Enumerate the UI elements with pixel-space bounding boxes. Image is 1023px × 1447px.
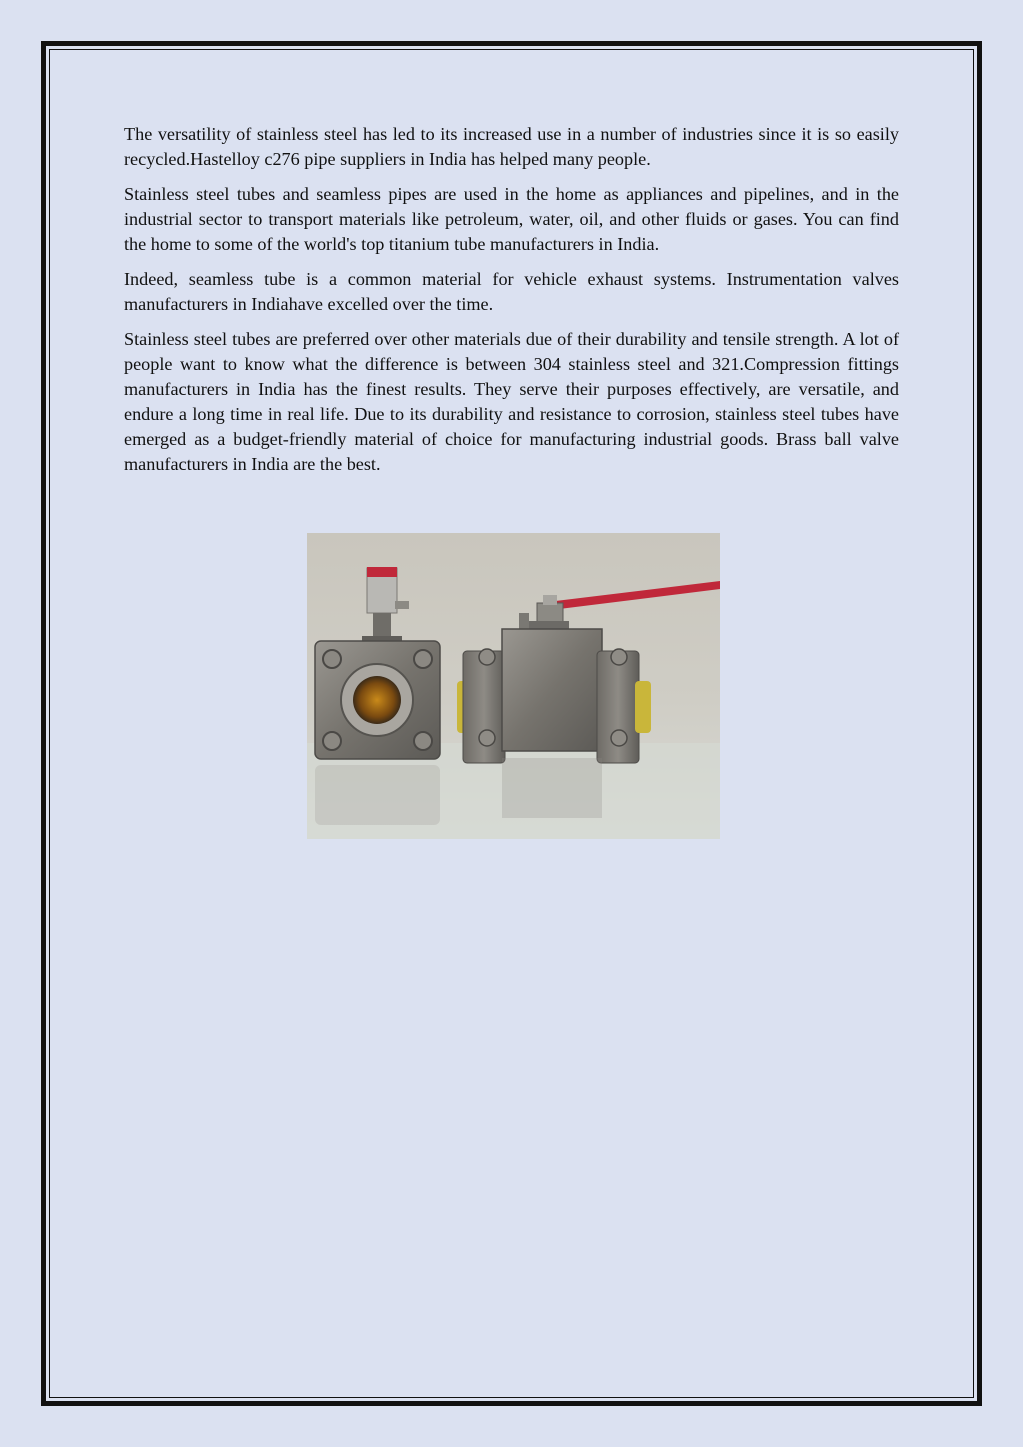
- paragraph-1: The versatility of stainless steel has led to its increased use in a number of industries since it is so easily recycled.Hastelloy c276 pipe suppliers in India has helped many people.: [124, 124, 899, 169]
- ball-valves-photo: [307, 533, 720, 839]
- document-body: [124, 122, 899, 487]
- paragraph-4: Stainless steel tubes are preferred over other materials due of their durability and tensile strength. A lot of people want to know what the difference is between 304 stainless steel and 321.Compression fittings manufacturers in India has the finest results. They serve their purposes effectively, are versatile, and endure a long time in real life. Due to its durability and resistance to corrosion, stainless steel tubes have emerged as a budget-friendly material of choice for manufacturing industrial goods. Brass ball valve manufacturers in India are the best.: [124, 329, 899, 474]
- paragraph-3: Indeed, seamless tube is a common material for vehicle exhaust systems. Instrumentation valves manufacturers in Indiahave excelled over the time.: [124, 269, 899, 314]
- paragraph-2: Stainless steel tubes and seamless pipes are used in the home as appliances and pipelines, and in the industrial sector to transport materials like petroleum, water, oil, and other fluids or gases. You can find the home to some of the world's top titanium tube manufacturers in India.: [124, 184, 899, 254]
